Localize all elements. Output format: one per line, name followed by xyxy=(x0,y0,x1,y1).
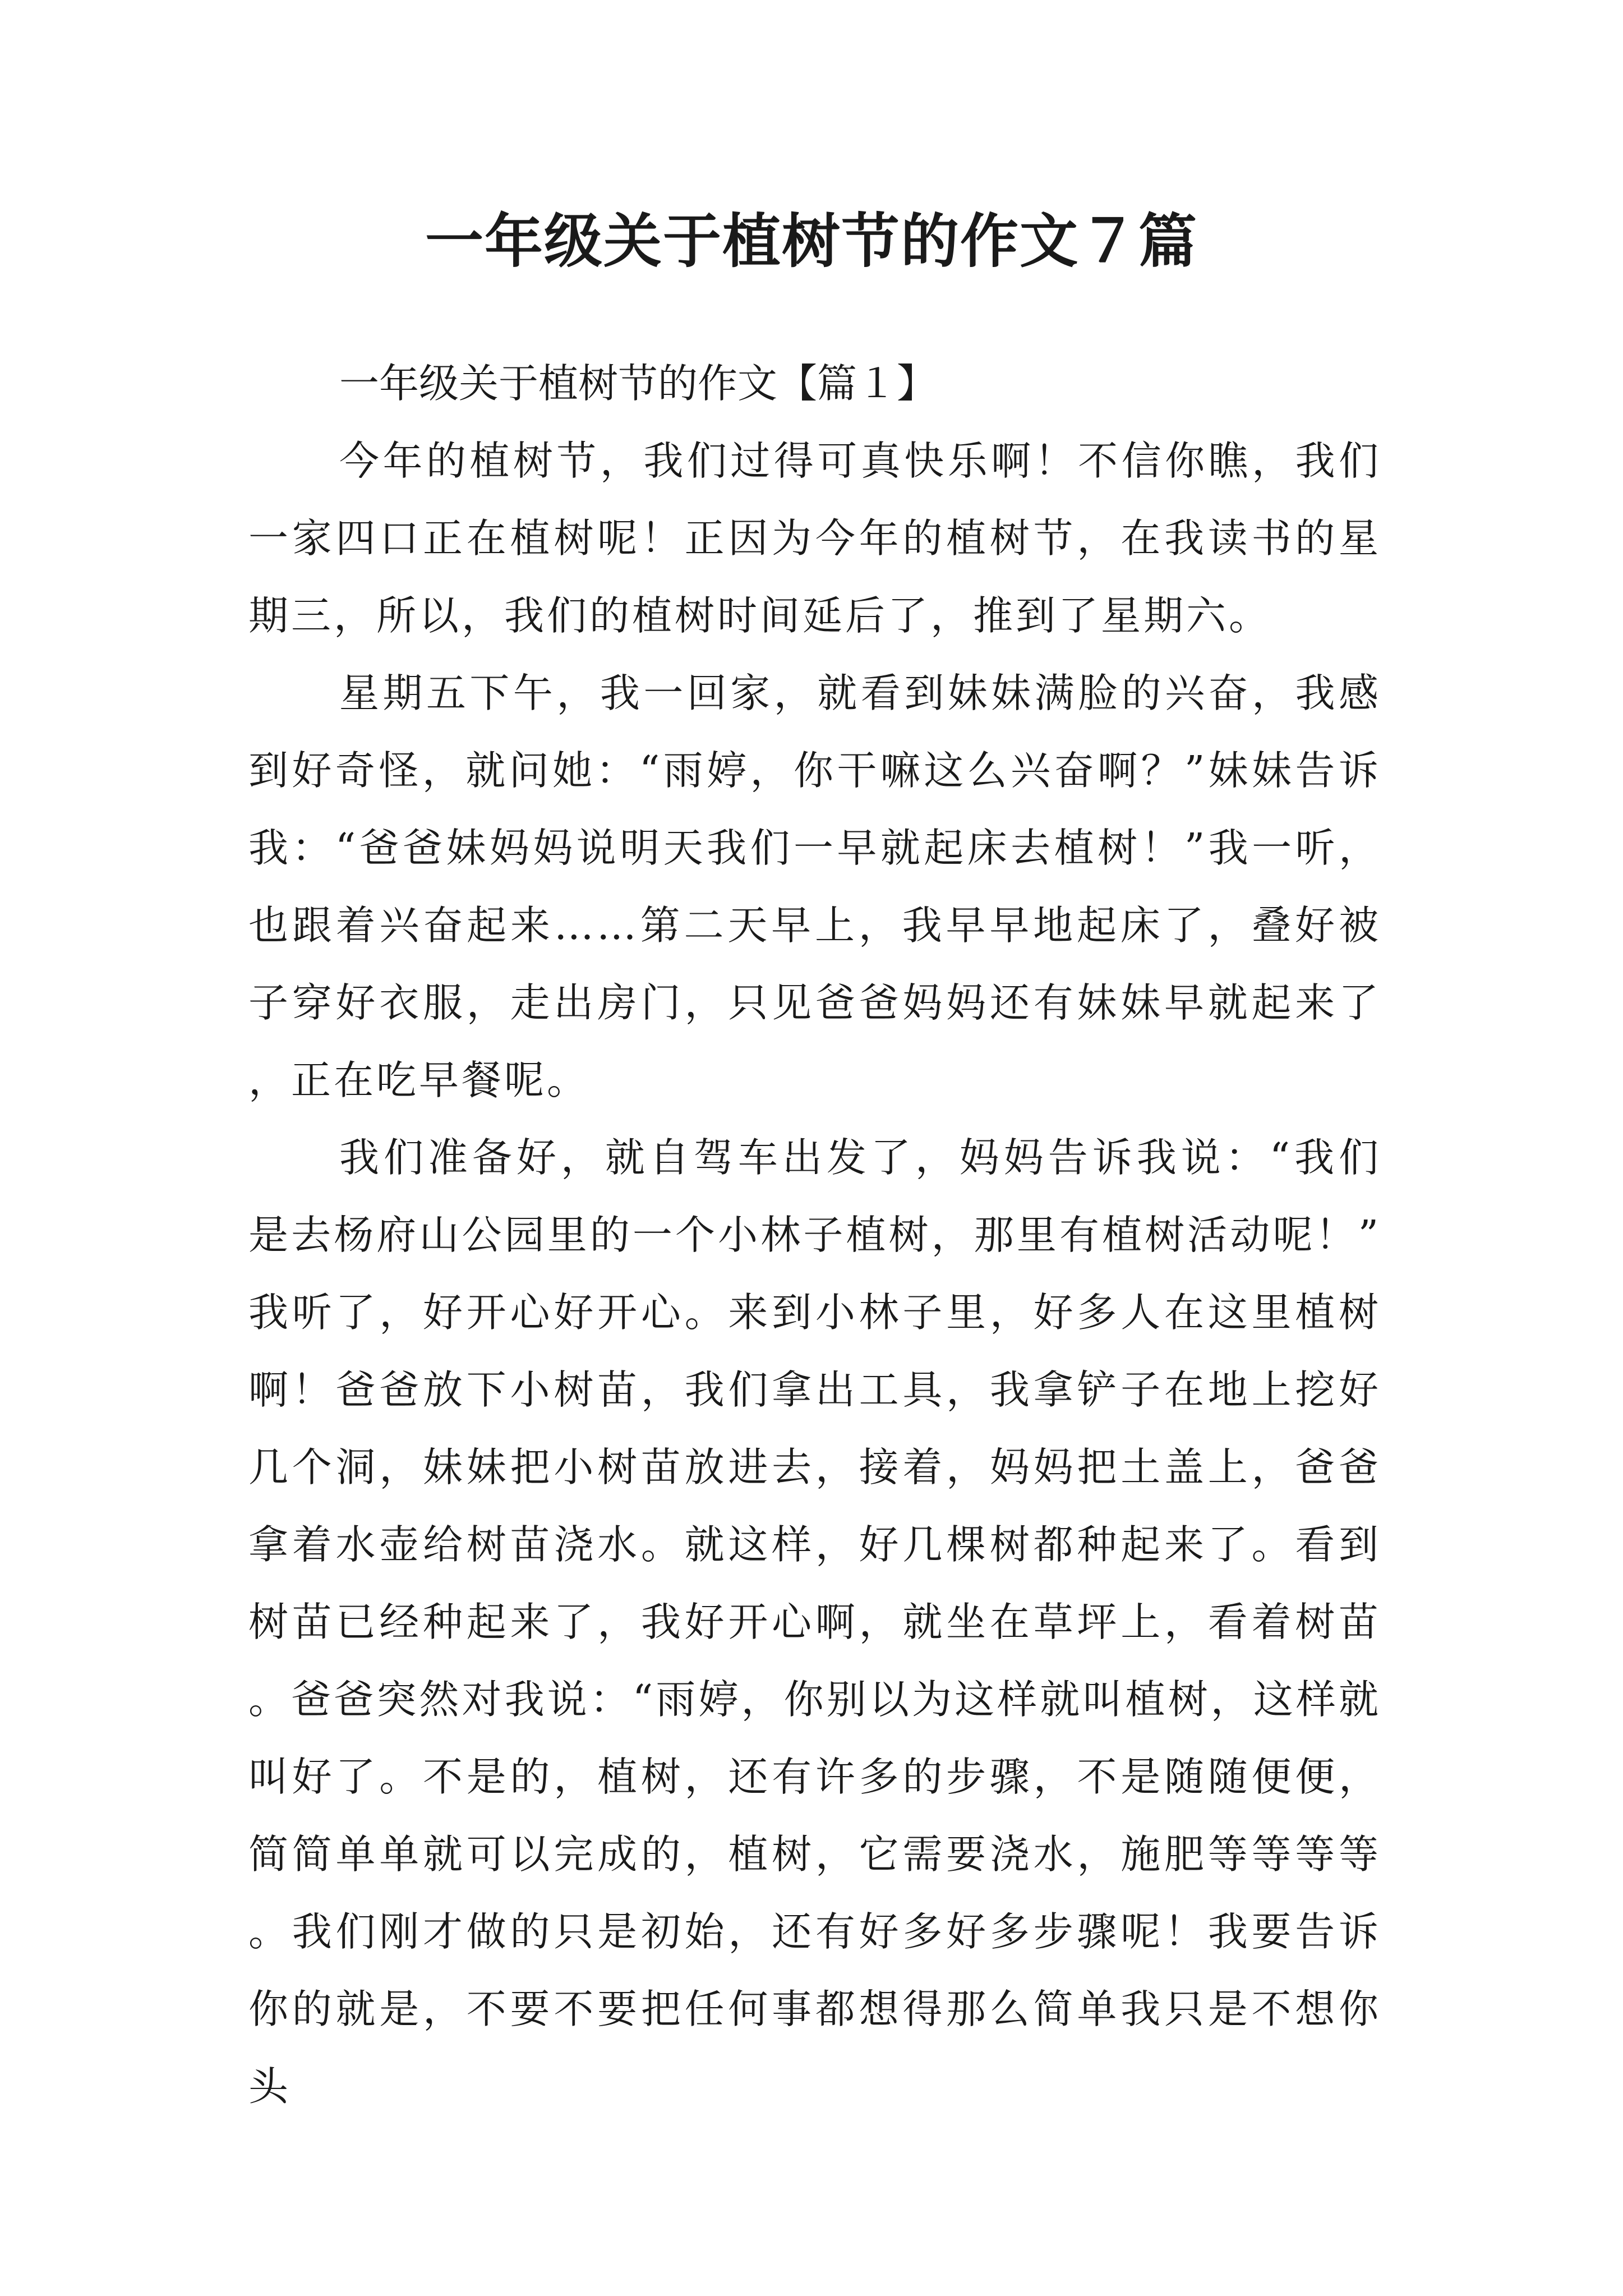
section-heading: 一年级关于植树节的作文【篇１】 xyxy=(339,360,937,407)
paragraph: 我们准备好，就自驾车出发了，妈妈告诉我说：“我们是去杨府山公园里的一个小林子植树，那里有植树活动呢！”我听了，好开心好开心。来到小林子里，好多人在这里植树啊！爸爸放下小树苗，我们拿出工具，我拿铲子在地上挖好几个洞，妹妹把小树苗放进去，接着，妈妈把土盖上，爸爸拿着水壶给树苗浇水。就这样，好几棵树都种起来了。看到树苗已经种起来了，我好开心啊，就坐在草坪上，看着树苗。爸爸突然对我说：“雨婷，你别以为这样就叫植树，这样就叫好了。不是的，植树，还有许多的步骤，不是随随便便，简简单单就可以完成的，植树，它需要浇水，施肥等等等等。我们刚才做的只是初始，还有好多好多步骤呢！我要告诉你的就是，不要不要把任何事都想得那么简单我只是不想你头 xyxy=(248,1134,1381,2110)
paragraph: 今年的植树节，我们过得可真快乐啊！不信你瞧，我们一家四口正在植树呢！正因为今年的植树节，在我读书的星期三，所以，我们的植树时间延后了，推到了星期六。 xyxy=(248,438,1381,639)
document-title: 一年级关于植树节的作文７篇 xyxy=(425,206,1198,275)
paragraph: 星期五下午，我一回家，就看到妹妹满脸的兴奋，我感到好奇怪，就问她：“雨婷，你干嘛这么兴奋啊？”妹妹告诉我：“爸爸妹妈妈说明天我们一早就起床去植树！”我一听，也跟着兴奋起来……第二天早上，我早早地起床了，叠好被子穿好衣服，走出房门，只见爸爸妈妈还有妹妹早就起来了，正在吃早餐呢。 xyxy=(248,670,1381,1103)
document-body xyxy=(248,345,1381,2125)
